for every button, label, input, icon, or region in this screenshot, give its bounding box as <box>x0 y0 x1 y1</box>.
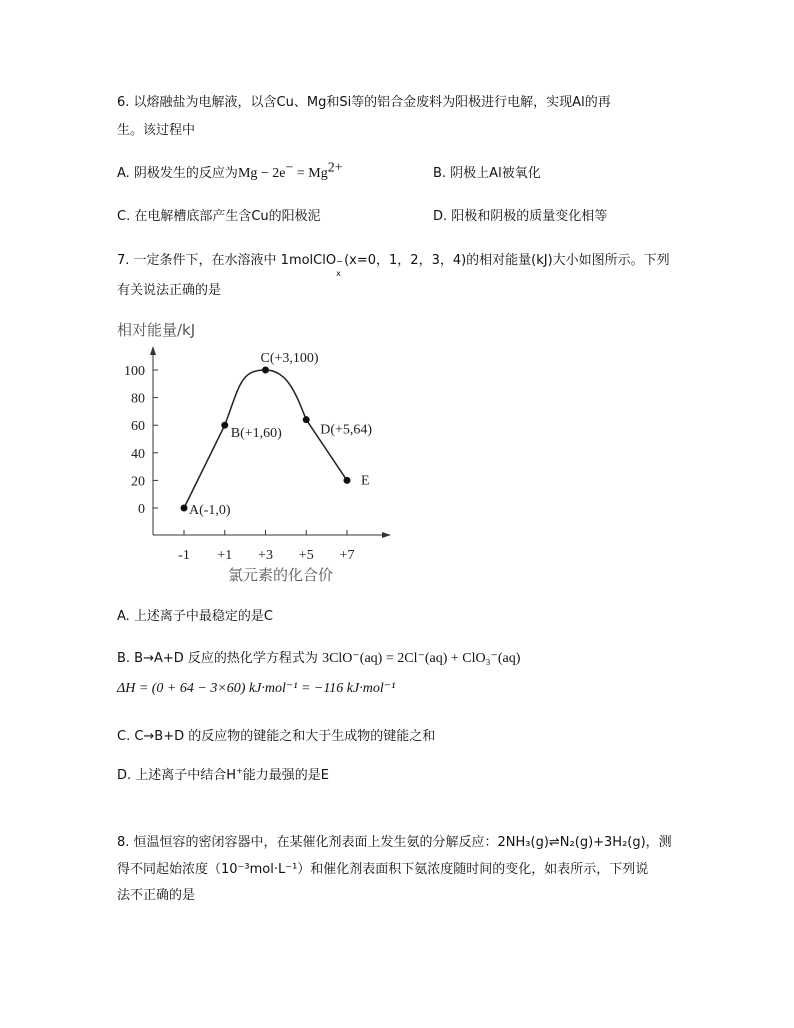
chart-point-label: B(+1,60) <box>230 426 282 442</box>
chart-point <box>344 477 351 484</box>
chart-xtick-label: +5 <box>298 548 314 563</box>
chart-xtick-label: +7 <box>339 548 355 563</box>
q7-option-d <box>117 767 329 785</box>
chart-ytick-label: 80 <box>131 391 145 407</box>
q7-stem-part-b: (x=0，1，2，3，4)的相对能量(kJ)大小如图所示。下列 <box>344 253 670 268</box>
chart-ytick-label: 40 <box>131 446 145 462</box>
chart-ylabel: 相对能量/kJ <box>117 321 196 339</box>
chart-point-label: A(-1,0) <box>189 503 231 518</box>
q7-option-b-enthalpy: ΔH = (0 + 64 − 3×60) kJ·mol⁻¹ = −116 kJ·mol⁻¹ <box>117 681 396 696</box>
chart-point-label: E <box>361 473 370 489</box>
q7-option-d-part-b: 能力最强的是E <box>242 768 329 783</box>
chart-x-arrow <box>382 532 391 538</box>
q8-stem-line1: 8. 恒温恒容的密闭容器中，在某催化剂表面上发生氨的分解反应：2NH₃(g)⇌N₂(g)+3H₂(g)，测 <box>117 835 672 850</box>
chart-ytick-label: 60 <box>131 419 145 435</box>
q7-option-d-part-a: D. 上述离子中结合H <box>117 768 237 783</box>
chart-point-label: C(+3,100) <box>260 351 319 366</box>
chart-ytick-label: 0 <box>138 502 145 517</box>
q7-stem-line1: 7. 一定条件下，在水溶液中 1molClO − x (x=0，1，2，3，4)的相对能量(kJ)大小如图所示。下列 <box>117 253 670 278</box>
chart-point <box>181 505 188 512</box>
q6-option-a-prefix: A. 阴极发生的反应为 <box>117 166 238 181</box>
q8-stem-line3: 法不正确的是 <box>117 888 196 903</box>
chart-point <box>303 416 310 423</box>
chart-ytick-label: 20 <box>131 474 145 490</box>
q6-stem-line1: 6. 以熔融盐为电解液，以含Cu、Mg和Si等的铝合金废料为阳极进行电解，实现Al的再 <box>117 95 611 110</box>
chart-xtick-label: +1 <box>217 548 233 563</box>
q7-option-a: A. 上述离子中最稳定的是C <box>117 609 274 624</box>
q7-stem-line2: 有关说法正确的是 <box>117 283 222 298</box>
q7-stem-part-a: 7. 一定条件下，在水溶液中 1molClO <box>117 253 337 268</box>
q7-option-b-prefix: B. B→A+D 反应的热化学方程式为 <box>117 651 318 666</box>
chart-xtick-label: +3 <box>258 548 273 563</box>
q7-option-c: C. C→B+D 的反应物的键能之和大于生成物的键能之和 <box>117 729 436 744</box>
q7-option-b-equation: 3ClO⁻(aq) = 2Cl⁻(aq) + ClO₃⁻(aq) <box>322 651 521 666</box>
q6-option-a-formula: Mg − 2e <box>237 166 286 181</box>
q6-option-a-mid: = Mg <box>293 166 328 181</box>
q6-option-a-sup1: − <box>285 160 294 176</box>
chart-energy-curve <box>184 370 347 508</box>
q6-option-a-sup2: 2+ <box>327 160 343 176</box>
chart-y-arrow <box>150 346 156 355</box>
chart-xtick-label: -1 <box>178 548 190 563</box>
q8-stem-line2: 得不同起始浓度（10⁻³mol·L⁻¹）和催化剂表面积下氨浓度随时间的变化，如表所示，下列说 <box>117 862 649 877</box>
chart-point <box>221 422 228 429</box>
q6-option-d: D. 阳极和阴极的质量变化相等 <box>433 209 608 224</box>
q7-option-b <box>117 650 520 668</box>
chart-ytick-label: 100 <box>124 364 145 379</box>
q7-option-d-sup: + <box>236 766 243 776</box>
q6-stem-line2: 生。该过程中 <box>117 123 196 138</box>
q6-option-b: B. 阴极上Al被氧化 <box>433 166 541 181</box>
chart-point <box>262 367 269 374</box>
chart-point-label: D(+5,64) <box>320 422 373 438</box>
q6-option-c: C. 在电解槽底部产生含Cu的阳极泥 <box>117 209 321 224</box>
q6-option-a <box>117 160 343 183</box>
chart-xlabel: 氯元素的化合价 <box>228 566 334 584</box>
